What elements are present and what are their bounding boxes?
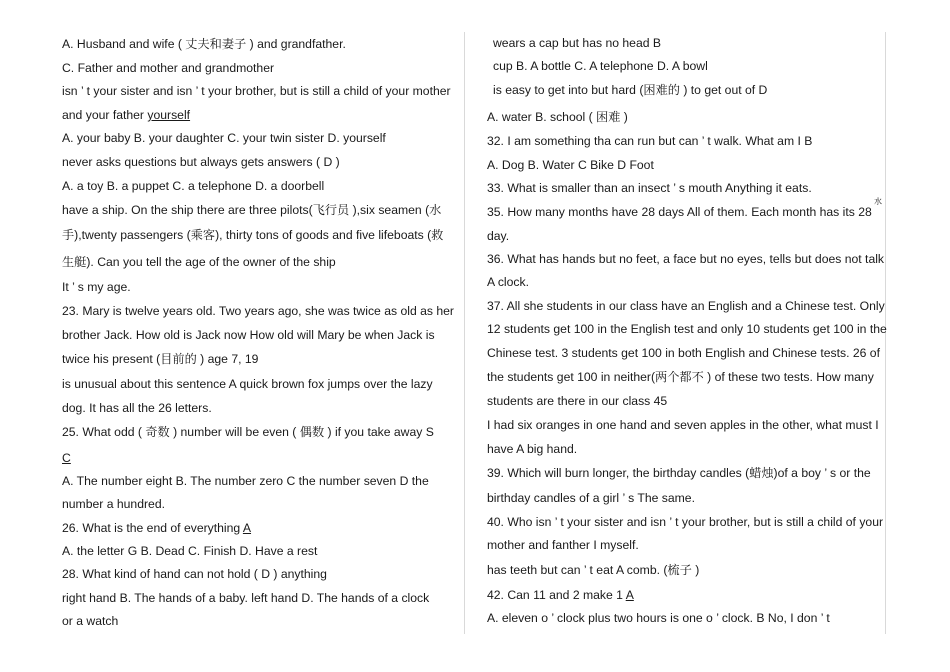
text-line: day. [487, 229, 510, 243]
text-line: 23. Mary is twelve years old. Two years ago, she was twice as old as her [62, 304, 454, 318]
text-line [487, 588, 634, 602]
text-line: has teeth but can ’ t eat A comb. (梳子 ) [487, 563, 700, 577]
underlined-answer: C [62, 451, 71, 465]
text-line: brother Jack. How old is Jack now How old will Mary be when Jack is [62, 328, 435, 342]
text-line: A. Husband and wife ( 丈夫和妻子 ) and grandfather. [62, 37, 346, 51]
text-line: students are there in our class 45 [487, 394, 668, 408]
line-text: 42. Can 11 and 2 make 1 [487, 588, 626, 602]
text-line: number a hundred. [62, 497, 165, 511]
text-line: A clock. [487, 275, 529, 289]
text-line: A. water B. school ( 困难 ) [487, 110, 628, 124]
underlined-answer: yourself [147, 108, 191, 122]
text-line: is unusual about this sentence A quick brown fox jumps over the lazy [62, 377, 433, 391]
text-line: 手),twenty passengers (乘客), thirty tons of goods and five lifeboats (救 [62, 228, 444, 242]
text-line: cup B. A bottle C. A telephone D. A bowl [493, 59, 708, 73]
text-line: have a ship. On the ship there are three pilots(飞行员 ),six seamen (水 [62, 203, 442, 217]
text-line: or a watch [62, 614, 119, 628]
text-line: birthday candles of a girl ’ s The same. [487, 491, 695, 505]
text-line: wears a cap but has no head B [493, 36, 662, 50]
text-line: the students get 100 in neither(两个都不 ) of these two tests. How many [487, 370, 874, 384]
text-line: right hand B. The hands of a baby. left hand D. The hands of a clock [62, 591, 430, 605]
text-line: mother and fanther I myself. [487, 538, 639, 552]
text-line: 35. How many months have 28 days All of them. Each month has its 28 [487, 205, 872, 219]
text-line [62, 108, 190, 122]
text-line: never asks questions but always gets answers ( D ) [62, 155, 340, 169]
text-line [62, 521, 251, 535]
text-line: is easy to get into but hard (困难的 ) to get out of D [493, 83, 768, 97]
margin-mark: 水 [874, 197, 882, 206]
text-line: 25. What odd ( 奇数 ) number will be even ( 偶数 ) if you take away S [62, 425, 434, 439]
text-line: A. the letter G B. Dead C. Finish D. Have a rest [62, 544, 318, 558]
text-line: 36. What has hands but no feet, a face but no eyes, tells but does not talk [487, 252, 885, 266]
text-line: have A big hand. [487, 442, 578, 456]
text-line: A. your baby B. your daughter C. your twin sister D. yourself [62, 131, 386, 145]
underlined-answer: A [242, 521, 252, 535]
text-line: isn ’ t your sister and isn ’ t your brother, but is still a child of your mother [62, 84, 451, 98]
text-line: 生艇). Can you tell the age of the owner of the ship [62, 255, 336, 269]
text-line: 28. What kind of hand can not hold ( D ) anything [62, 567, 327, 581]
text-line: A. Dog B. Water C Bike D Foot [487, 158, 654, 172]
underlined-answer: A [625, 588, 634, 602]
column-divider-left [464, 32, 465, 634]
text-line: It ’ s my age. [62, 280, 131, 294]
text-line: A. eleven o ’ clock plus two hours is one o ’ clock. B No, I don ’ t [487, 611, 830, 625]
line-text: 26. What is the end of everything [62, 521, 243, 535]
text-line: I had six oranges in one hand and seven apples in the other, what must I [487, 418, 879, 432]
text-line: 40. Who isn ’ t your sister and isn ’ t your brother, but is still a child of your [487, 515, 884, 529]
text-line: 12 students get 100 in the English test and only 10 students get 100 in the [487, 322, 887, 336]
text-line: A. a toy B. a puppet C. a telephone D. a doorbell [62, 179, 325, 193]
text-line: 37. All she students in our class have an English and a Chinese test. Only [487, 299, 885, 313]
text-line: 33. What is smaller than an insect ’ s mouth Anything it eats. [487, 181, 812, 195]
text-line: twice his present (目前的 ) age 7, 19 [62, 352, 259, 366]
text-line: dog. It has all the 26 letters. [62, 401, 212, 415]
text-line: A. The number eight B. The number zero C the number seven D the [62, 474, 429, 488]
text-line: 39. Which will burn longer, the birthday candles (蜡烛)of a boy ’ s or the [487, 466, 871, 480]
text-line: Chinese test. 3 students get 100 in both English and Chinese tests. 26 of [487, 346, 880, 360]
text-line: 32. I am something tha can run but can ’ t walk. What am I B [487, 134, 813, 148]
text-line: C. Father and mother and grandmother [62, 61, 275, 75]
line-text: and your father [62, 108, 148, 122]
